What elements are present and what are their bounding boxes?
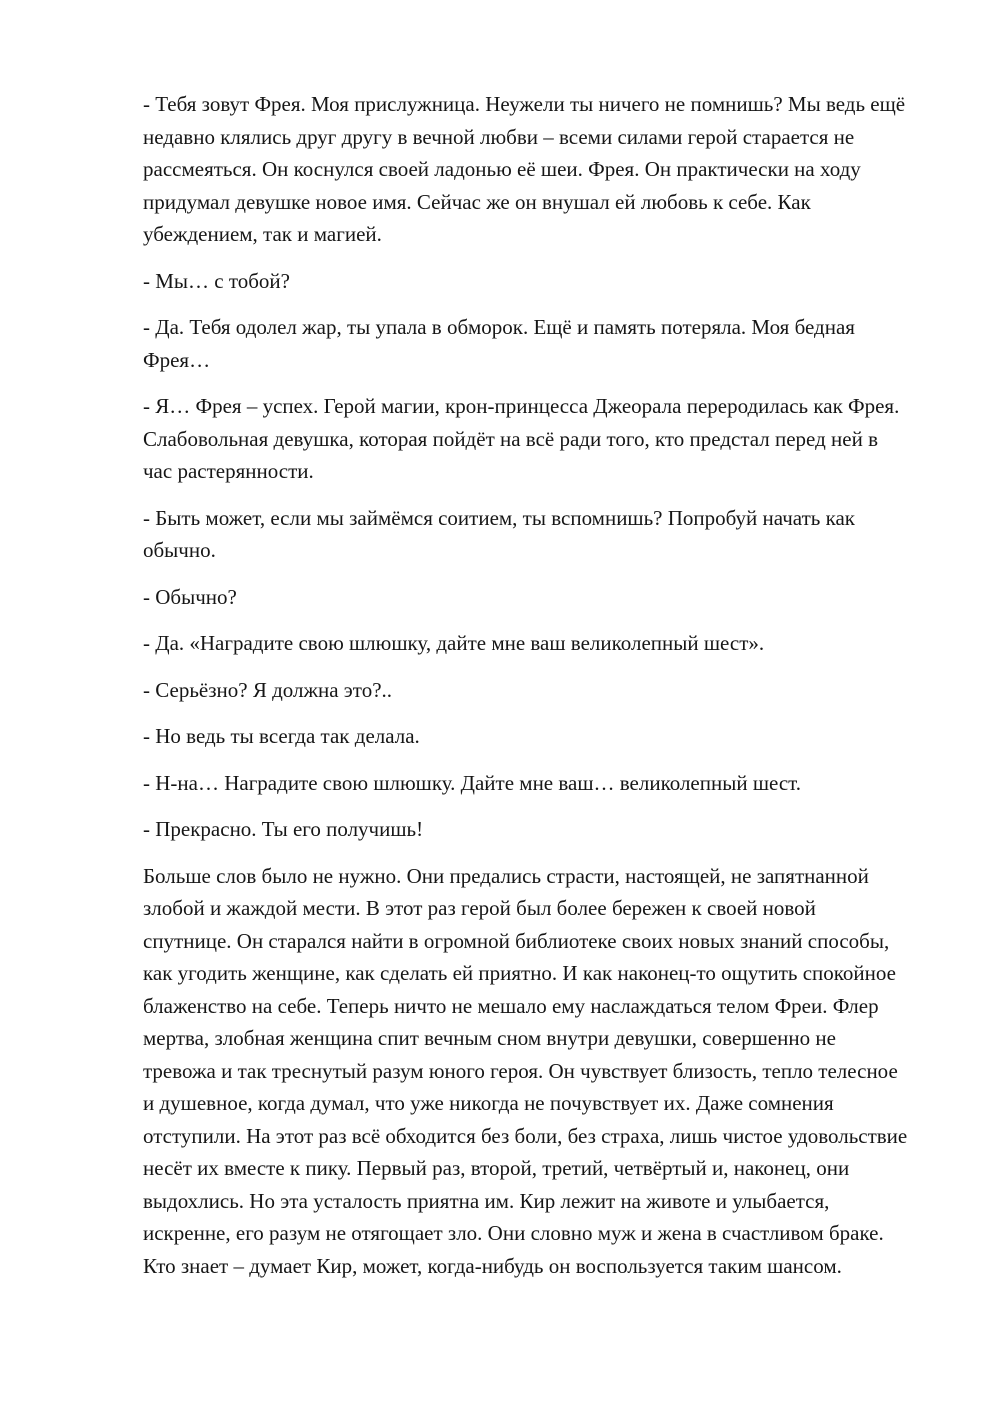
dialogue-paragraph: - Прекрасно. Ты его получишь! [143, 817, 424, 841]
dialogue-paragraph: - Обычно? [143, 584, 237, 609]
dialogue-paragraph: - Да. «Наградите свою шлюшку, дайте мне ваш великолепный шест». [143, 631, 765, 655]
dialogue-paragraph: - Серьёзно? Я должна это?.. [143, 677, 393, 702]
dialogue-paragraph: - Я… Фрея – успех. Герой магии, крон-принцесса Джеорала переродилась как Фрея. Слабовольная девушка, которая пойдёт на всё ради того, кто предстал перед ней в час растерянности. [143, 394, 900, 483]
dialogue-paragraph: - Но ведь ты всегда так делала. [143, 724, 420, 748]
dialogue-paragraph: - Н-на… Наградите свою шлюшку. Дайте мне ваш… великолепный шест. [143, 770, 802, 795]
dialogue-paragraph: - Да. Тебя одолел жар, ты упала в обморок. Ещё и память потеряла. Моя бедная Фрея… [143, 315, 855, 372]
dialogue-paragraph: - Быть может, если мы займёмся соитием, ты вспомнишь? Попробуй начать как обычно. [143, 505, 856, 562]
narration-paragraph: Больше слов было не нужно. Они предались страсти, настоящей, не запятнанной злобой и жаждой мести. В этот раз герой был более бережен к своей новой спутнице. Он старался найти в огромной библиотеке своих новых знаний способы, как угодить женщине, как сделать ей приятно. И как наконец-то ощутить спокойное блаженство на себе. Теперь ничто не мешало ему наслаждаться телом Фреи. Флер мертва, злобная женщина спит вечным сном внутри девушки, совершенно не тревожа и так треснутый разум юного героя. Он чувствует близость, тепло телесное и душевное, когда думал, что уже никогда не почувствует их. Даже сомнения отступили. На этот раз всё обходится без боли, без страха, лишь чистое удовольствие несёт их вместе к пику. Первый раз, второй, третий, четвёртый и, наконец, они выдохлись. Но эта усталость приятна им. Кир лежит на животе и улыбается, искренне, его разум не отягощает зло. Они словно муж и жена в счастливом браке. Кто знает – думает Кир, может, когда-нибудь он воспользуется таким шансом. [143, 863, 908, 1278]
dialogue-paragraph: - Тебя зовут Фрея. Моя прислужница. Неужели ты ничего не помнишь? Мы ведь ещё недавно клялись друг другу в вечной любви – всеми силами герой старается не рассмеяться. Он коснулся своей ладонью её шеи. Фрея. Он практически на ходу придумал девушке новое имя. Сейчас же он внушал ей любовь к себе. Как убеждением, так и магией. [143, 92, 906, 246]
dialogue-paragraph: - Мы… с тобой? [143, 268, 290, 293]
